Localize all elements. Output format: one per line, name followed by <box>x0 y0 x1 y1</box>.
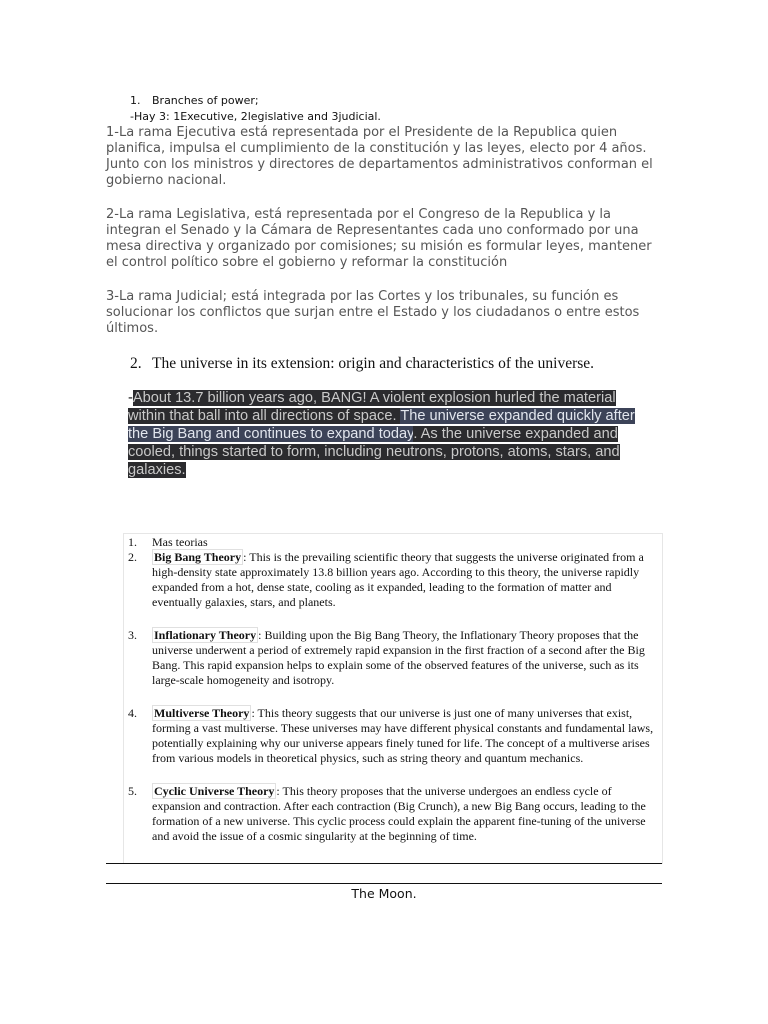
section-2-number: 2. <box>130 355 142 372</box>
horizontal-rule <box>106 883 662 884</box>
highlight-part-2: The universe expanded quickly after the Big Bang and continues to expand today <box>128 408 635 442</box>
list-item <box>128 535 660 550</box>
list-item-text: Mas teorias <box>152 535 208 549</box>
list-item-number: 4. <box>128 706 137 720</box>
highlight-part-1: About 13.7 billion years ago, BANG! A violent explosion hurled the material within that ball into all directions of space. <box>128 390 616 424</box>
theory-name: Big Bang Theory <box>154 550 242 564</box>
theory-name: Multiverse Theory <box>154 706 250 720</box>
list-item <box>128 550 660 610</box>
section-2-heading <box>130 355 594 373</box>
list-item <box>128 706 660 766</box>
section-2-title: The universe in its extension: origin and characteristics of the universe. <box>152 355 595 372</box>
list-item-number: 5. <box>128 784 137 798</box>
theories-list <box>128 535 660 844</box>
theory-description: : This is the prevailing scientific theory that suggests the universe originated from a high-density state approximately 13.8 billion years ago. According to this theory, the universe rapidly expanded from a hot, dense state, cooling as it expanded, leading to the formation of matter and eventually galaxies, stars, and planets. <box>152 550 644 609</box>
theory-description: : This theory proposes that the universe undergoes an endless cycle of expansion and contraction. After each contraction (Big Crunch), a new Big Bang occurs, leading to the formation of a new universe. This cyclic process could explain the apparent fine-tuning of the universe and avoid the issue of a cosmic singularity at the beginning of time. <box>152 784 646 843</box>
theory-description: : This theory suggests that our universe is just one of many universes that exist, forming a vast multiverse. These universes may have different physical constants and fundamental laws, potentially explaining why our universe appears finely tuned for life. The concept of a multiverse arises from various models in theoretical physics, such as string theory and quantum mechanics. <box>152 706 654 765</box>
list-item <box>128 628 660 688</box>
paragraph-judicial: 3-La rama Judicial; está integrada por las Cortes y los tribunales, su función es solucionar los conflictos que surjan entre el Estado y los ciudadanos o entre estos últimos. <box>106 289 640 336</box>
list-item-number: 2. <box>128 550 137 564</box>
section-1-title: Branches of power; <box>152 94 259 107</box>
theory-name: Cyclic Universe Theory <box>154 784 275 798</box>
list-spacer <box>128 766 660 784</box>
list-spacer <box>128 688 660 706</box>
highlight-dash: - <box>128 390 133 406</box>
highlighted-paragraph <box>128 389 656 479</box>
list-item-number: 3. <box>128 628 137 642</box>
section-1-heading <box>130 93 381 125</box>
moon-heading: The Moon. <box>351 886 417 901</box>
list-spacer <box>128 610 660 628</box>
list-item <box>128 784 660 844</box>
list-item-number: 1. <box>128 535 137 549</box>
paragraph-ejecutiva: 1-La rama Ejecutiva está representada por el Presidente de la Republica quien planifica, impulsa el cumplimiento de la constitución y las leyes, electo por 4 años. Junto con los ministros y directores de departamentos administrativos conforman el gobierno nacional. <box>106 125 653 188</box>
section-1-number: 1. <box>130 94 141 107</box>
paragraph-legislativa: 2-La rama Legislativa, está representada por el Congreso de la Republica y la integran el Senado y la Cámara de Representantes cada uno conformado por una mesa directiva y organizado por comisiones; su misión es formular leyes, mantener el control político sobre el gobierno y reformar la constitución <box>106 207 652 270</box>
theory-description: : Building upon the Big Bang Theory, the Inflationary Theory proposes that the universe underwent a period of extremely rapid expansion in the first fraction of a second after the Big Bang. This rapid expansion helps to explain some of the observed features of the universe, such as its large-scale homogeneity and isotropy. <box>152 628 645 687</box>
horizontal-rule <box>106 863 662 864</box>
highlight-part-3: . As the universe expanded and cooled, things started to form, including neutrons, protons, atoms, stars, and galaxies. <box>128 426 620 478</box>
section-1-subtitle: -Hay 3: 1Executive, 2legislative and 3judicial. <box>130 110 381 123</box>
theory-name: Inflationary Theory <box>154 628 257 642</box>
